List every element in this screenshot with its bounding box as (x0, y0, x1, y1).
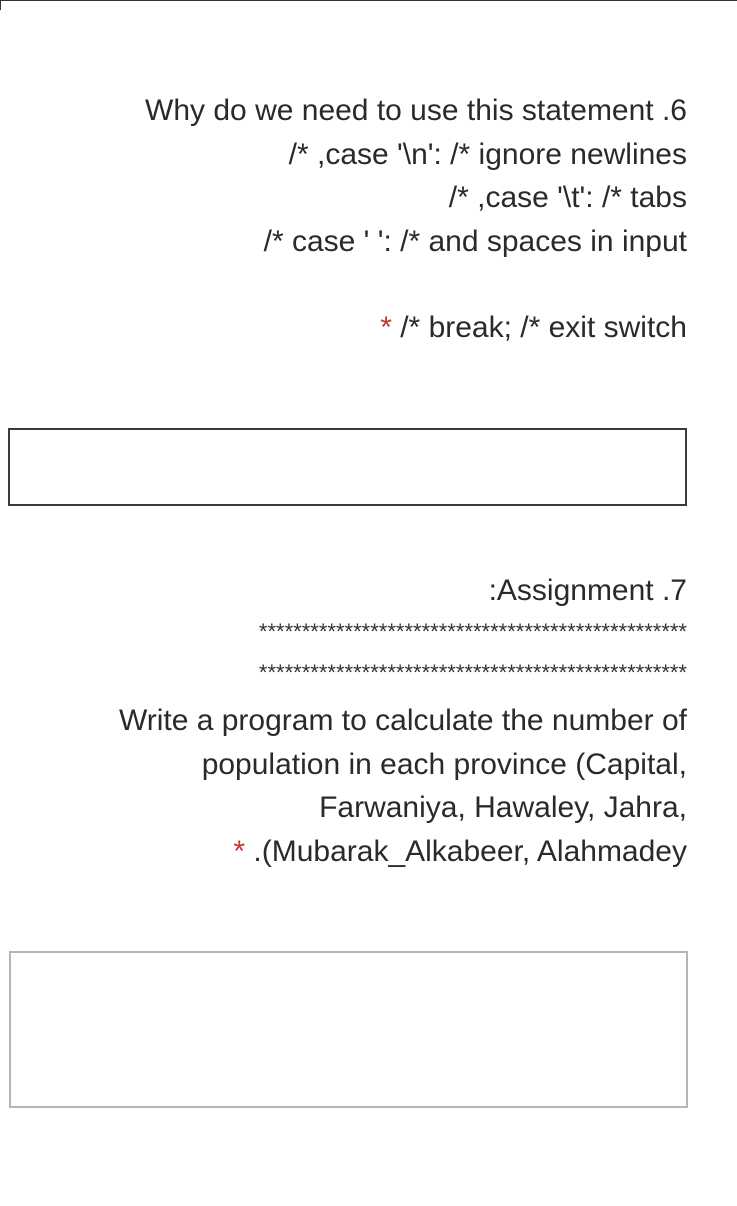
question-6-line-5 (380, 310, 687, 346)
required-asterisk: * (233, 835, 246, 868)
answer-input-question-7[interactable] (9, 951, 688, 1108)
required-asterisk: * (380, 311, 392, 344)
separator-line-2: ************************************************** (258, 660, 687, 685)
question-7-title: :Assignment .7 (488, 574, 687, 607)
answer-input-question-6[interactable] (8, 428, 687, 506)
question-7-line-2: population in each province (Capital, (201, 748, 687, 781)
separator-line-1: ************************************************** (258, 619, 687, 644)
question-7-line-3: Farwaniya, Hawaley, Jahra, (319, 791, 687, 824)
question-6-line-3: /* ,case '\t': /* tabs (448, 181, 687, 214)
question-6-line-1: Why do we need to use this statement .6 (145, 94, 687, 127)
question-6-line-4: /* case ' ': /* and spaces in input (263, 225, 687, 258)
question-6-line-2: /* ,case '\n': /* ignore newlines (288, 138, 687, 171)
question-7-line-4 (233, 834, 687, 870)
top-border-tick (0, 0, 1, 10)
top-border (0, 0, 737, 1)
question-6-line-5-text: /* break; /* exit switch (400, 311, 687, 344)
question-7-line-4-text: .(Mubarak_Alkabeer, Alahmadey (253, 835, 687, 868)
question-7-line-1: Write a program to calculate the number of (118, 704, 687, 737)
